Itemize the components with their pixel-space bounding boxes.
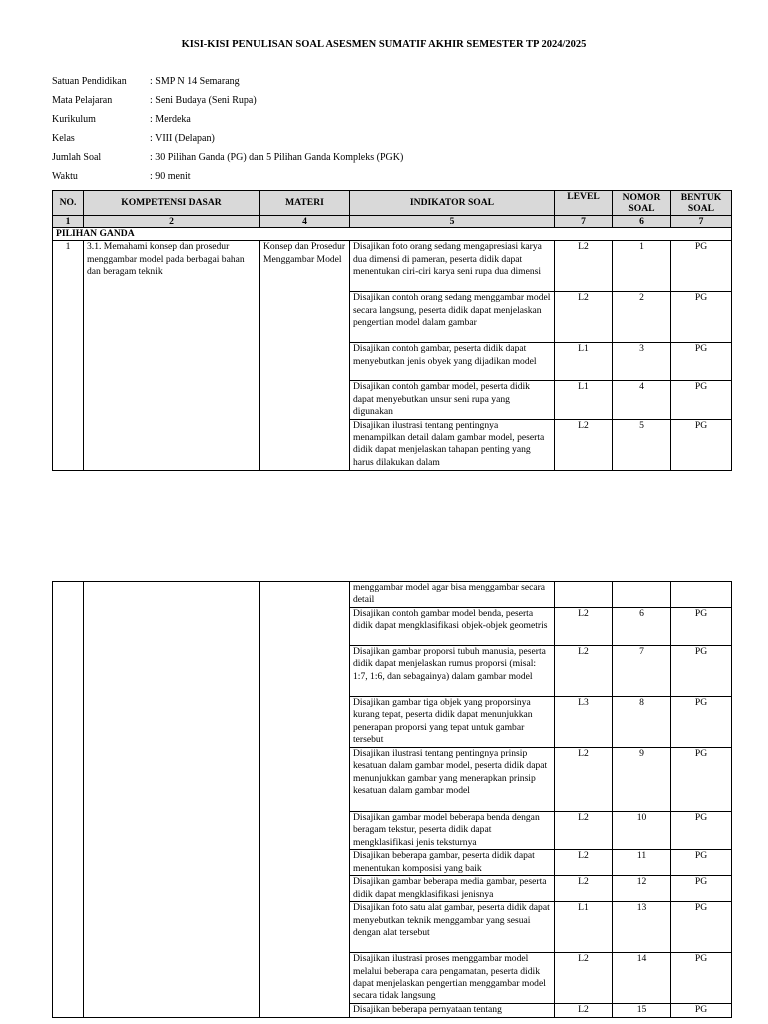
- column-number: 7: [555, 216, 613, 228]
- nomor-cell: 8: [613, 697, 671, 748]
- level-cell: L2: [555, 876, 613, 902]
- indikator-cell: Disajikan ilustrasi tentang pentingnya menampilkan detail dalam gambar model, peserta didik dapat menjelaskan tahapan penting yang harus dilakukan dalam: [350, 419, 555, 470]
- meta-label: Satuan Pendidikan: [52, 76, 127, 87]
- kisi-kisi-table-page-1: [52, 190, 732, 471]
- level-cell: L2: [555, 748, 613, 812]
- materi-cell: Konsep dan Prosedur Menggambar Model: [260, 241, 350, 470]
- nomor-cell: 3: [613, 343, 671, 381]
- header-indikator-soal: INDIKATOR SOAL: [350, 191, 555, 216]
- indikator-cell: Disajikan gambar beberapa media gambar, peserta didik dapat mengklasifikasi jenisnya: [350, 876, 555, 902]
- kompetensi-dasar-continued: [84, 582, 260, 1018]
- level-cell: L2: [555, 241, 613, 292]
- column-number-row: [53, 216, 732, 228]
- bentuk-cell: PG: [671, 850, 732, 876]
- column-number: 2: [84, 216, 260, 228]
- table-row: [53, 582, 732, 608]
- section-label: PILIHAN GANDA: [53, 228, 732, 241]
- indikator-cell: Disajikan foto orang sedang mengapresiasi karya dua dimensi di pameran, peserta didik dapat menentukan ciri-ciri karya seni rupa dua dimensi: [350, 241, 555, 292]
- meta-label: Mata Pelajaran: [52, 95, 113, 106]
- meta-value: : SMP N 14 Semarang: [150, 76, 240, 87]
- level-cell: L1: [555, 902, 613, 953]
- column-number: 1: [53, 216, 84, 228]
- meta-label: Kurikulum: [52, 114, 96, 125]
- meta-value: : 90 menit: [150, 171, 191, 182]
- meta-row: [52, 114, 403, 133]
- meta-row: [52, 95, 403, 114]
- bentuk-cell: PG: [671, 748, 732, 812]
- meta-row: [52, 76, 403, 95]
- indikator-cell: Disajikan ilustrasi tentang pentingnya prinsip kesatuan dalam gambar model, peserta didik dapat menunjukkan gambar yang menerapkan prinsip kesatuan dalam gambar model: [350, 748, 555, 812]
- nomor-cell: 5: [613, 419, 671, 470]
- bentuk-cell: PG: [671, 419, 732, 470]
- meta-row: [52, 152, 403, 171]
- nomor-cell: 6: [613, 608, 671, 646]
- level-cell: L1: [555, 381, 613, 419]
- materi-continued: [260, 582, 350, 1018]
- meta-value: : Merdeka: [150, 114, 191, 125]
- indikator-cell: Disajikan contoh gambar, peserta didik dapat menyebutkan jenis obyek yang dijadikan model: [350, 343, 555, 381]
- nomor-cell: 15: [613, 1004, 671, 1017]
- nomor-cell: 14: [613, 953, 671, 1004]
- bentuk-cell: PG: [671, 241, 732, 292]
- level-cell: L2: [555, 812, 613, 850]
- indikator-cell: Disajikan ilustrasi proses menggambar model melalui beberapa cara pengamatan, peserta didik dapat menjelaskan pengertian menggambar model secara tidak langsung: [350, 953, 555, 1004]
- nomor-cell: 11: [613, 850, 671, 876]
- nomor-cell: 10: [613, 812, 671, 850]
- header-nomor-soal: NOMOR SOAL: [613, 191, 671, 216]
- level-cell: L2: [555, 608, 613, 646]
- indikator-cell: Disajikan foto satu alat gambar, peserta didik dapat menyebutkan teknik menggambar yang sesuai dengan alat tersebut: [350, 902, 555, 953]
- level-cell: L3: [555, 697, 613, 748]
- nomor-cell: 12: [613, 876, 671, 902]
- bentuk-cell: PG: [671, 343, 732, 381]
- nomor-cell: 4: [613, 381, 671, 419]
- meta-label: Kelas: [52, 133, 75, 144]
- meta-label: Waktu: [52, 171, 78, 182]
- level-cell: L2: [555, 292, 613, 343]
- indikator-cell: Disajikan gambar proporsi tubuh manusia, peserta didik dapat menjelaskan rumus proporsi (misal: 1:7, 1:6, dan sebagainya) dalam gambar model: [350, 646, 555, 697]
- indikator-cell: menggambar model agar bisa menggambar secara detail: [350, 582, 555, 608]
- header-materi: MATERI: [260, 191, 350, 216]
- bentuk-cell: PG: [671, 646, 732, 697]
- level-cell: L2: [555, 646, 613, 697]
- column-number: 7: [671, 216, 732, 228]
- bentuk-cell: PG: [671, 953, 732, 1004]
- meta-value: : Seni Budaya (Seni Rupa): [150, 95, 257, 106]
- bentuk-cell: PG: [671, 697, 732, 748]
- row-number: 1: [53, 241, 84, 470]
- bentuk-cell: [671, 582, 732, 608]
- nomor-cell: [613, 582, 671, 608]
- level-cell: L2: [555, 850, 613, 876]
- bentuk-cell: PG: [671, 1004, 732, 1017]
- column-number: 5: [350, 216, 555, 228]
- indikator-cell: Disajikan contoh gambar model, peserta didik dapat menyebutkan unsur seni rupa yang digunakan: [350, 381, 555, 419]
- nomor-cell: 7: [613, 646, 671, 697]
- level-cell: L2: [555, 953, 613, 1004]
- level-cell: L2: [555, 1004, 613, 1017]
- header-kompetensi-dasar: KOMPETENSI DASAR: [84, 191, 260, 216]
- nomor-cell: 13: [613, 902, 671, 953]
- meta-row: [52, 133, 403, 152]
- indikator-cell: Disajikan gambar tiga objek yang proporsinya kurang tepat, peserta didik dapat menunjukkan penerapan proporsi yang tepat untuk gambar tersebut: [350, 697, 555, 748]
- kisi-kisi-table-page-2: [52, 581, 732, 1018]
- header-bentuk-soal: BENTUK SOAL: [671, 191, 732, 216]
- bentuk-cell: PG: [671, 876, 732, 902]
- document-meta: [52, 76, 403, 190]
- bentuk-cell: PG: [671, 812, 732, 850]
- bentuk-cell: PG: [671, 381, 732, 419]
- table-header-row: [53, 191, 732, 216]
- indikator-cell: Disajikan beberapa pernyataan tentang: [350, 1004, 555, 1017]
- indikator-cell: Disajikan gambar model beberapa benda dengan beragam tekstur, peserta didik dapat mengklasifikasi jenis teksturnya: [350, 812, 555, 850]
- level-cell: L1: [555, 343, 613, 381]
- indikator-cell: Disajikan beberapa gambar, peserta didik dapat menentukan komposisi yang baik: [350, 850, 555, 876]
- bentuk-cell: PG: [671, 902, 732, 953]
- bentuk-cell: PG: [671, 608, 732, 646]
- level-cell: [555, 582, 613, 608]
- meta-label: Jumlah Soal: [52, 152, 102, 163]
- section-row: [53, 228, 732, 241]
- header-no: NO.: [53, 191, 84, 216]
- nomor-cell: 2: [613, 292, 671, 343]
- level-cell: L2: [555, 419, 613, 470]
- meta-value: : 30 Pilihan Ganda (PG) dan 5 Pilihan Ganda Kompleks (PGK): [150, 152, 404, 163]
- bentuk-cell: PG: [671, 292, 732, 343]
- indikator-cell: Disajikan contoh orang sedang menggambar model secara langsung, peserta didik dapat menjelaskan pengertian model dalam gambar: [350, 292, 555, 343]
- nomor-cell: 9: [613, 748, 671, 812]
- nomor-cell: 1: [613, 241, 671, 292]
- indikator-cell: Disajikan contoh gambar model benda, peserta didik dapat mengklasifikasi objek-objek geometris: [350, 608, 555, 646]
- column-number: 4: [260, 216, 350, 228]
- column-number: 6: [613, 216, 671, 228]
- table-row: [53, 241, 732, 292]
- row-number-continued: [53, 582, 84, 1018]
- meta-row: [52, 171, 403, 190]
- document-title: KISI-KISI PENULISAN SOAL ASESMEN SUMATIF AKHIR SEMESTER TP 2024/2025: [181, 39, 587, 50]
- kompetensi-dasar-cell: 3.1. Memahami konsep dan prosedur menggambar model pada berbagai bahan dan beragam teknik: [84, 241, 260, 470]
- header-level: LEVEL: [555, 191, 613, 216]
- meta-value: : VIII (Delapan): [150, 133, 215, 144]
